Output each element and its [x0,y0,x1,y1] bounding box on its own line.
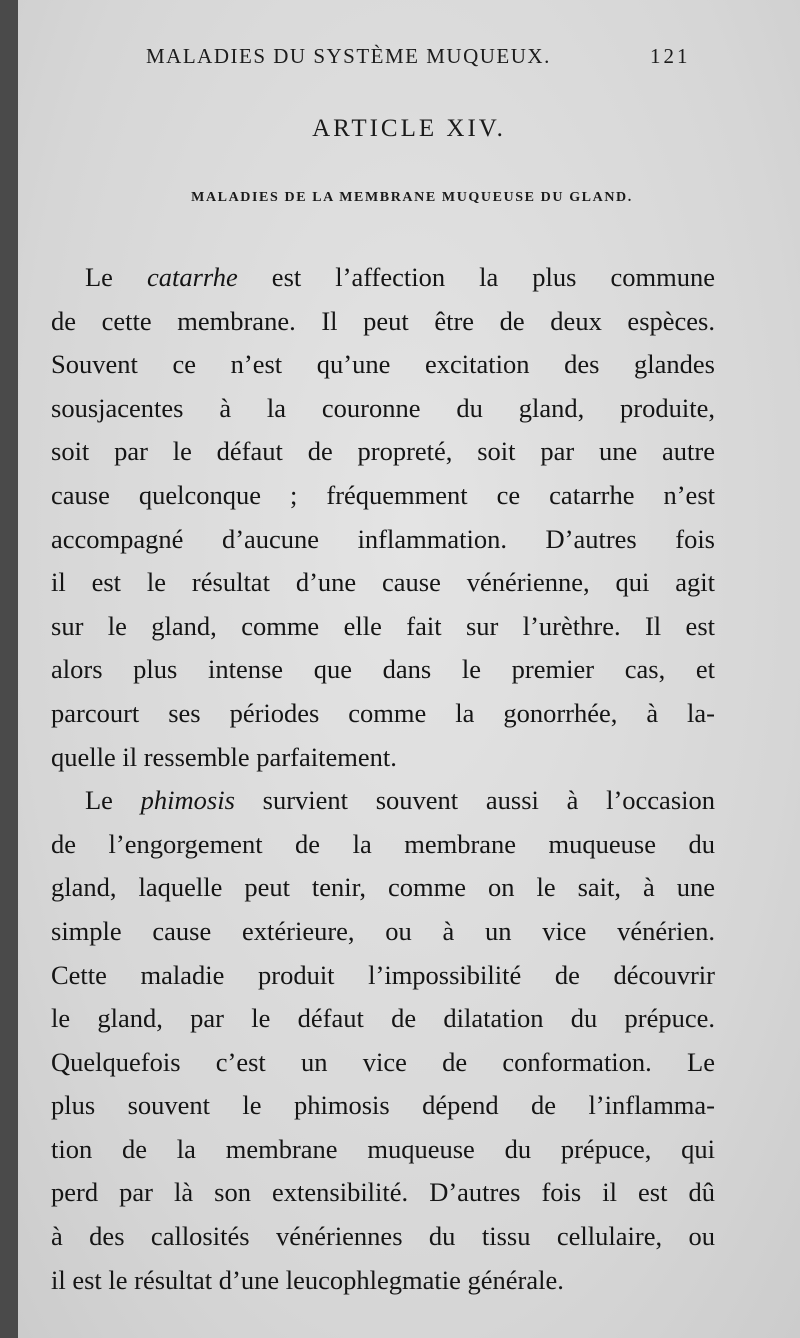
page-number: 121 [650,44,691,68]
text-segment: il est le résultat d’une cause vénérienne, qui agit [51,567,715,598]
text-line [51,1259,715,1303]
text-line [51,1084,715,1128]
text-line [51,866,715,910]
article-title: ARTICLE XIV. [312,115,506,142]
text-line [51,518,715,562]
text-segment: est l’affection la plus commune [237,262,716,292]
text-line [51,387,715,431]
paragraph [51,779,715,1302]
text-segment: Quelquefois c’est un vice de conformation. Le [51,1046,715,1077]
text-line [51,954,715,998]
text-segment: accompagné d’aucune inflammation. D’autres fois [51,523,715,554]
text-segment: quelle il ressemble parfaitement. [51,741,397,772]
text-segment: soit par le défaut de propreté, soit par une autre [51,436,715,467]
running-header [18,44,800,74]
text-line [51,1128,715,1172]
text-segment: gland, laquelle peut tenir, comme on le sait, à une [51,872,715,903]
text-line [51,561,715,605]
text-line [51,1215,715,1259]
text-line [51,823,715,867]
text-line [51,343,715,387]
running-title: MALADIES DU SYSTÈME MUQUEUX. [146,44,551,68]
text-line [51,430,715,474]
text-segment: perd par là son extensibilité. D’autres fois il est dû [51,1177,715,1208]
book-page [18,0,800,1338]
text-segment: sousjacentes à la couronne du gland, produite, [51,392,715,423]
text-segment: de cette membrane. Il peut être de deux espèces. [51,305,715,336]
text-segment: de l’engorgement de la membrane muqueuse du [51,828,715,859]
text-line [51,692,715,736]
text-segment: Cette maladie produit l’impossibilité de découvrir [51,959,715,990]
text-line [51,1171,715,1215]
text-segment: plus souvent le phimosis dépend de l’inflamma- [51,1090,715,1121]
text-segment: à des callosités vénériennes du tissu cellulaire, ou [51,1221,715,1252]
text-segment: le gland, par le défaut de dilatation du prépuce. [51,1003,715,1034]
body-text [51,256,715,1302]
section-title: MALADIES DE LA MEMBRANE MUQUEUSE DU GLAND. [191,190,633,205]
paragraph [51,256,715,779]
text-segment: parcourt ses périodes comme la gonorrhée, à la- [51,697,715,728]
text-line [51,605,715,649]
text-segment: il est le résultat d’une leucophlegmatie générale. [51,1264,564,1295]
text-segment: cause quelconque ; fréquemment ce catarrhe n’est [51,479,715,510]
text-segment: Souvent ce n’est qu’une excitation des glandes [51,349,715,380]
text-segment: simple cause extérieure, ou à un vice vénérien. [51,915,715,946]
text-segment: tion de la membrane muqueuse du prépuce, qui [51,1133,715,1164]
text-segment: sur le gland, comme elle fait sur l’urèthre. Il est [51,610,715,641]
text-line [51,300,715,344]
text-segment: alors plus intense que dans le premier cas, et [51,654,715,685]
italic-term: phimosis [140,785,235,816]
text-line [51,474,715,518]
text-line [51,256,715,300]
text-line [51,1041,715,1085]
text-segment: Le [85,262,147,292]
italic-term: catarrhe [146,262,238,292]
text-line [51,736,715,780]
text-line [51,997,715,1041]
text-line [51,910,715,954]
text-line [51,648,715,692]
text-segment: survient souvent aussi à l’occasion [234,785,715,816]
text-line [51,779,715,823]
text-segment: Le [85,785,141,816]
